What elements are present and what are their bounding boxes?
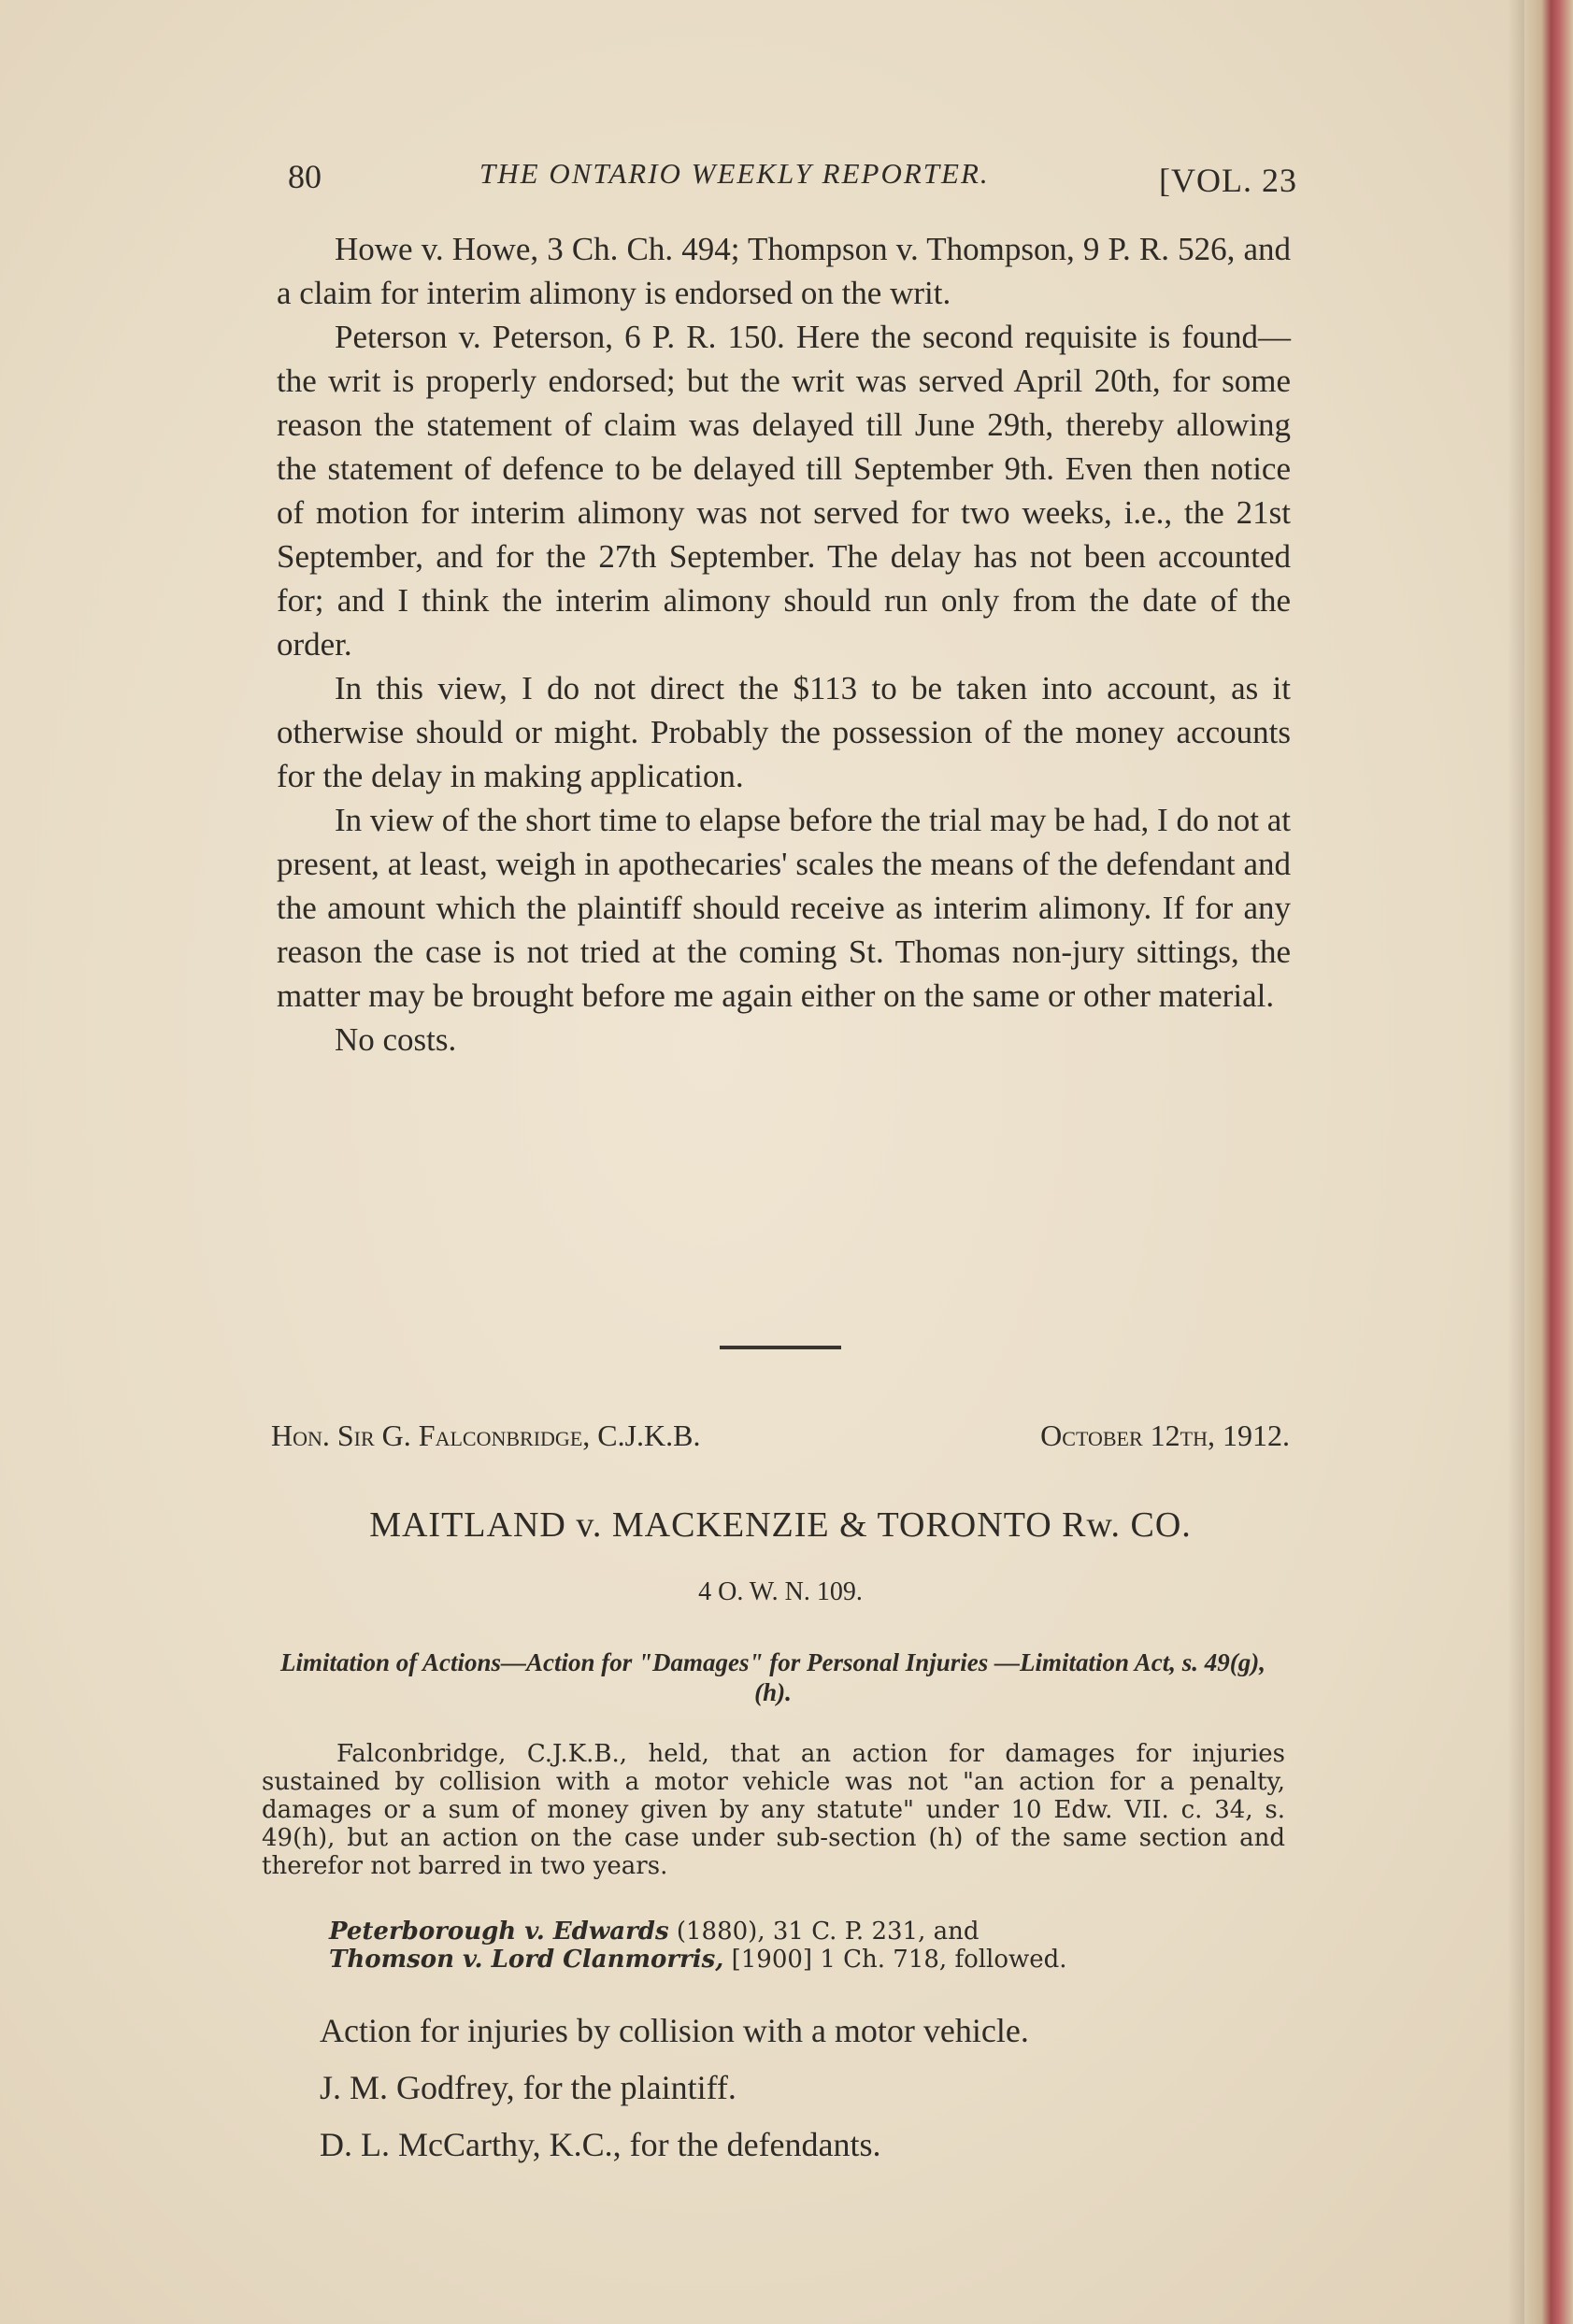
running-header (288, 157, 1297, 204)
cited-case-name: Thomson v. Lord Clanmorris, (329, 1946, 724, 1974)
opinion-body (277, 227, 1291, 1062)
decision-date: October 12th, 1912. (1040, 1419, 1290, 1452)
cited-case (329, 1946, 1282, 1974)
case-citation: 4 O. W. N. 109. (698, 1577, 863, 1606)
cited-case-name: Peterborough v. Edwards (329, 1918, 669, 1946)
judge-name: Hon. Sir G. Falconbridge, C.J.K.B. (271, 1419, 701, 1452)
judge-date-line (271, 1419, 1290, 1453)
case-title: MAITLAND v. MACKENZIE & TORONTO Rw. CO. (369, 1505, 1192, 1545)
counsel-defendants: D. L. McCarthy, K.C., for the defendants. (320, 2126, 881, 2163)
body-paragraph: In view of the short time to elapse before the trial may be had, I do not at present, at least, weigh in apothecaries' scales the means of the defendant and the amount which the plaintiff should receive as interim alimony. If for any reason the case is not tried at the coming St. Thomas non-jury sittings, the matter may be brought before me again either on the same or other material. (277, 802, 1291, 1014)
body-paragraph: Howe v. Howe, 3 Ch. Ch. 494; Thompson v. Thompson, 9 P. R. 526, and a claim for interim alimony is endorsed on the writ. (277, 231, 1291, 311)
section-divider (720, 1346, 841, 1349)
book-binding-edge (1524, 0, 1573, 2324)
cited-case-ref: (1880), 31 C. P. 231, and (676, 1918, 980, 1946)
body-paragraph: In this view, I do not direct the $113 to be taken into account, as it otherwise should or might. Probably the possession of the money accounts for the delay in making application. (277, 670, 1291, 794)
holding-text: Falconbridge, C.J.K.B., held, that an action for damages for injuries sustained by collision with a motor vehicle was not "an action for a penalty, damages or a sum of money given by any statute" under 10 Edw. VII. c. 34, s. 49(h), but an action on the case under sub-section (h) of the same section and therefor not barred in two years. (262, 1740, 1285, 1880)
counsel-plaintiff: J. M. Godfrey, for the plaintiff. (320, 2069, 736, 2106)
headnote: Limitation of Actions—Action for "Damages" for Personal Injuries —Limitation Act, s. 49(g), (h). (279, 1648, 1266, 1706)
holding-summary (262, 1740, 1285, 1880)
volume-label: [VOL. 23 (1159, 162, 1297, 199)
page-gutter-shadow (1508, 0, 1524, 2324)
body-paragraph: No costs. (335, 1021, 457, 1058)
body-paragraph: Peterson v. Peterson, 6 P. R. 150. Here the second requisite is found—the writ is properly endorsed; but the writ was served April 20th, for some reason the statement of claim was delayed till June 29th, thereby allowing the statement of defence to be delayed till September 9th. Even then notice of motion for interim alimony was not served for two weeks, i.e., the 21st September, and for the 27th September. The delay has not been accounted for; and I think the interim alimony should run only from the date of the order. (277, 319, 1291, 663)
cited-case (329, 1918, 1282, 1946)
action-description: Action for injuries by collision with a motor vehicle. (320, 2012, 1029, 2049)
running-title: THE ONTARIO WEEKLY REPORTER. (479, 157, 990, 190)
page-number: 80 (288, 158, 322, 195)
cited-case-ref: [1900] 1 Ch. 718, followed. (731, 1946, 1067, 1974)
